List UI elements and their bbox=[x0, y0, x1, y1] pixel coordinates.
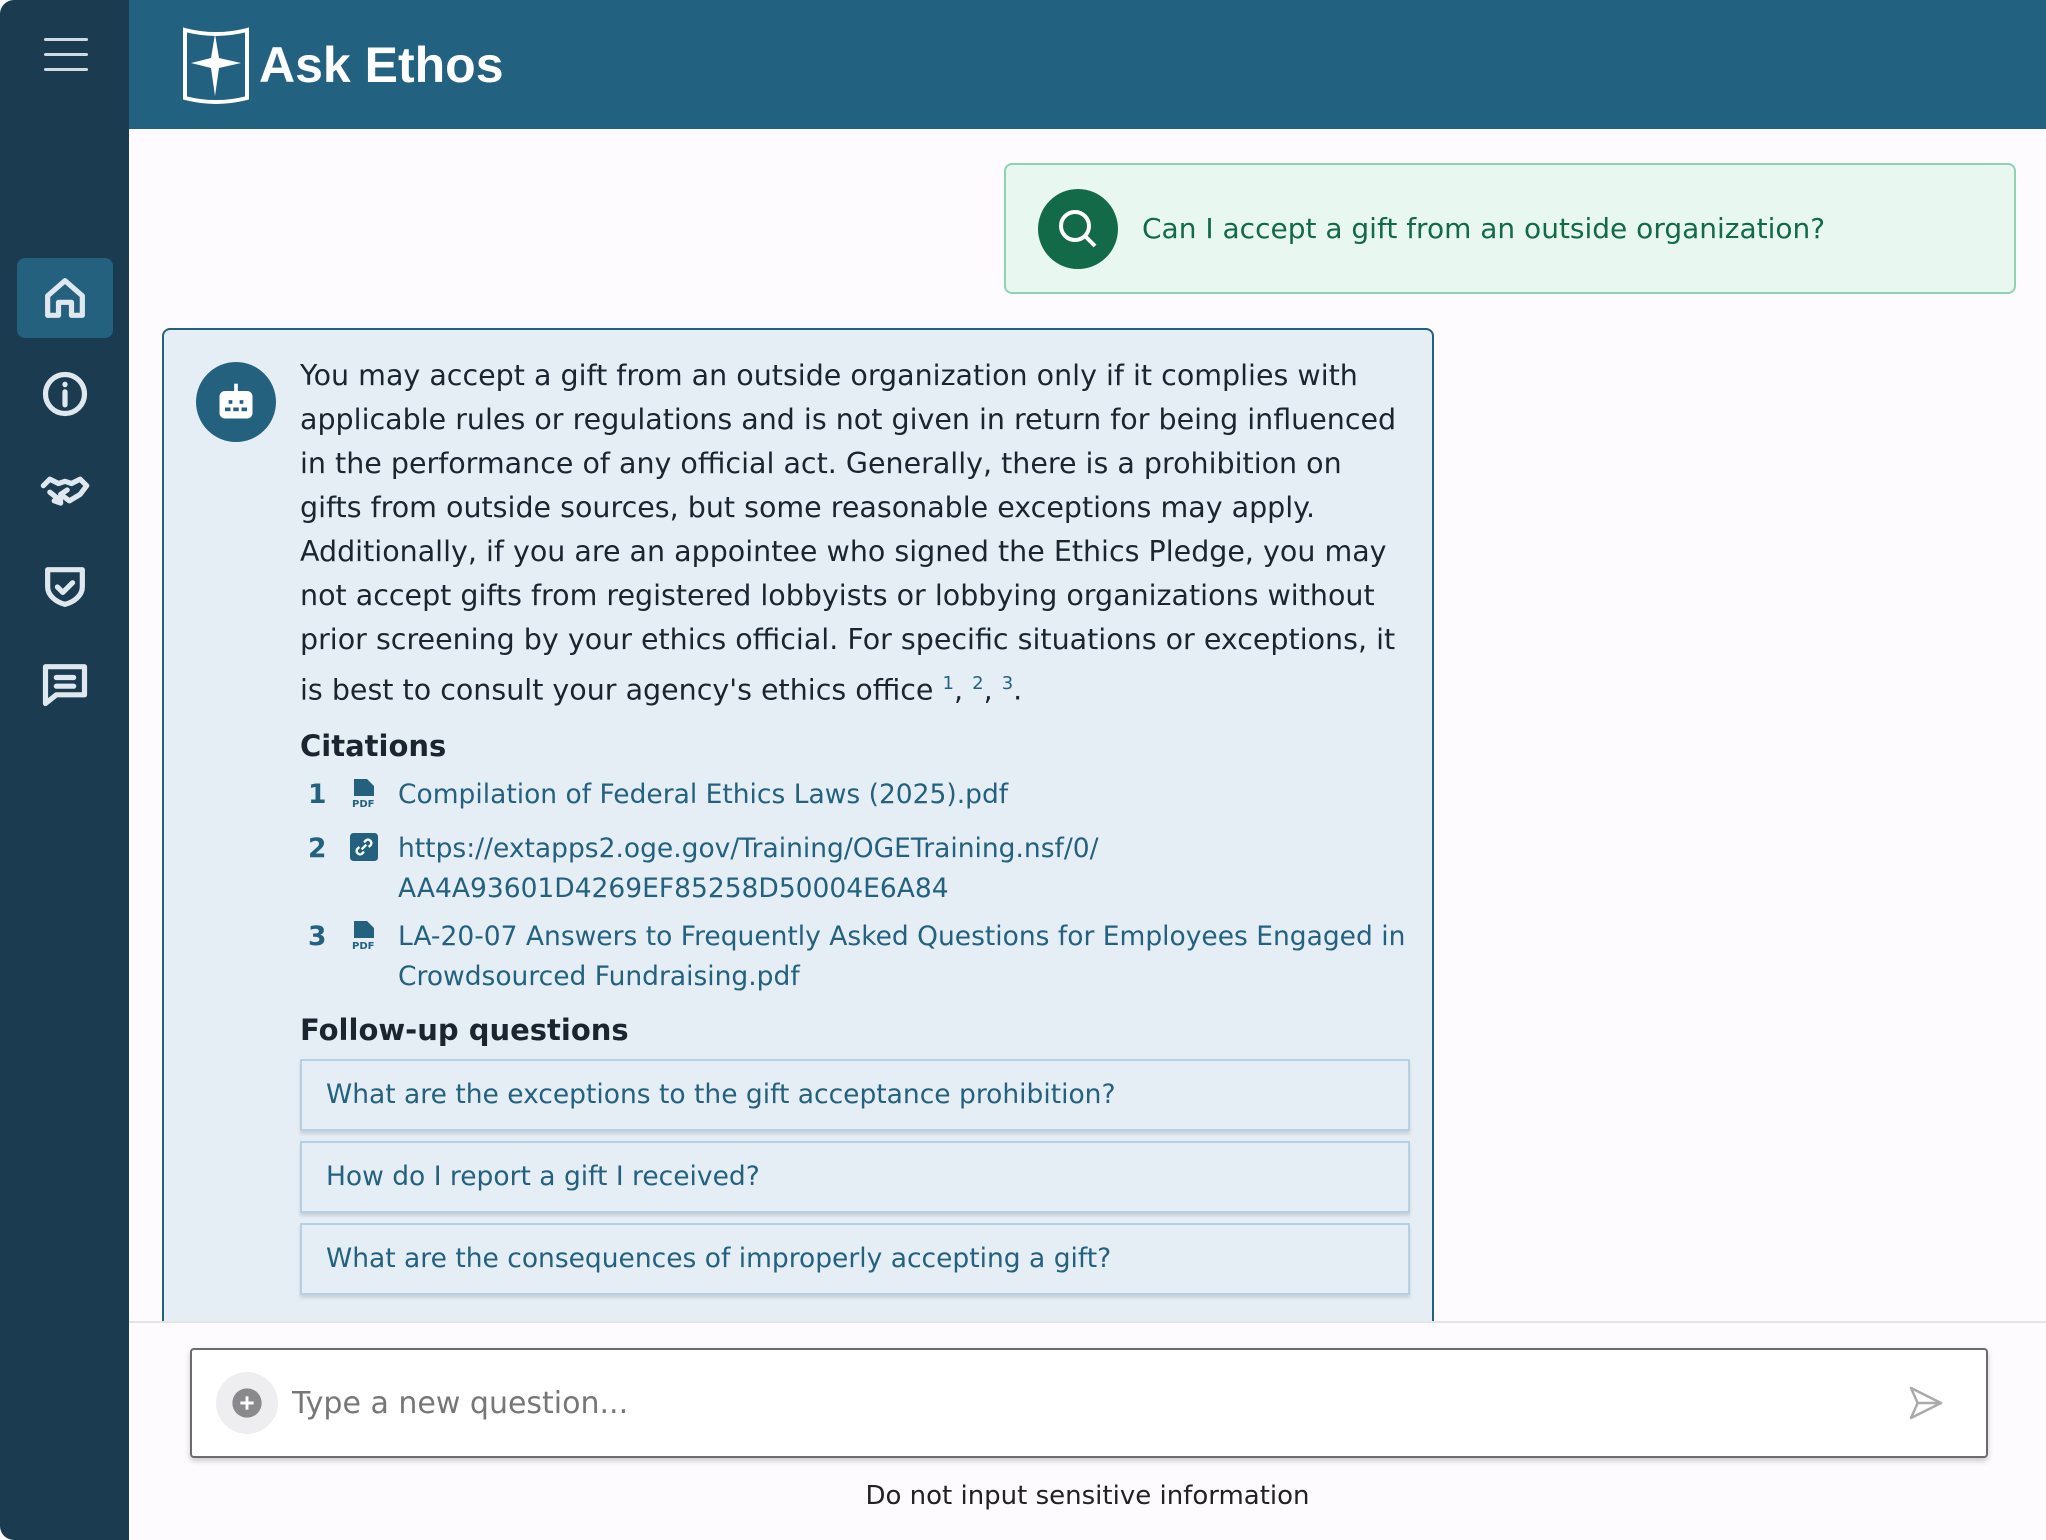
info-icon bbox=[39, 368, 91, 420]
search-icon bbox=[1038, 189, 1118, 269]
add-attachment-button[interactable] bbox=[216, 1372, 278, 1434]
question-input[interactable] bbox=[292, 1386, 1906, 1421]
handshake-icon bbox=[39, 464, 91, 516]
shield-check-icon bbox=[39, 561, 91, 613]
citation-item[interactable] bbox=[300, 775, 1410, 821]
home-icon bbox=[39, 272, 91, 324]
sidebar-item-home[interactable] bbox=[17, 258, 113, 338]
ref-link[interactable]: 3 bbox=[1001, 673, 1014, 694]
chat-icon bbox=[39, 658, 91, 710]
sidebar bbox=[0, 0, 129, 1540]
svg-text:PDF: PDF bbox=[352, 798, 375, 809]
citations-heading: Citations bbox=[300, 728, 447, 763]
followup-question[interactable]: What are the consequences of improperly accepting a gift? bbox=[300, 1223, 1410, 1295]
citation-number: 1 bbox=[308, 778, 327, 810]
header bbox=[129, 0, 2046, 129]
citation-number: 3 bbox=[308, 920, 327, 952]
answer-text: You may accept a gift from an outside organization only if it complies with applicable rules or regulations and is not given in return for being influenced in the performance of any official act. Generally, there is a prohibition on gifts from outside sources, but some reasonable exceptions may apply. Additionally, if you are an appointee who signed the Ethics Pledge, you may not accept gifts from registered lobbyists or lobbying organizations without prior screening by your ethics official. For specific situations or exceptions, it is best to consult your agency's ethics office $^1$, $^2$, $^3$. bbox=[300, 359, 1397, 707]
pdf-icon bbox=[350, 917, 398, 997]
citation-link[interactable]: Compilation of Federal Ethics Laws (2025).pdf bbox=[398, 778, 1009, 810]
menu-icon[interactable] bbox=[44, 38, 88, 78]
link-icon bbox=[350, 829, 398, 909]
bot-icon bbox=[196, 362, 276, 442]
user-question-bubble bbox=[1004, 163, 2016, 294]
answer-card bbox=[162, 328, 1434, 1321]
sidebar-item-shield[interactable] bbox=[17, 547, 113, 627]
ref-link[interactable]: 1 bbox=[942, 673, 954, 694]
answer-body: You may accept a gift from an outside organization only if it complies with applicable rules or regulations and is not given in return for being influenced in the performance of any official act. Generally, there is a prohibition on gifts from outside sources, but some reasonable exceptions may apply. Additionally, if you are an appointee who signed the Ethics Pledge, you may not accept gifts from registered lobbyists or lobbying organizations without prior screening by your ethics official. For specific situations or exceptions, it is best to consult your agency's ethics office bbox=[300, 359, 1397, 707]
svg-text:PDF: PDF bbox=[352, 940, 375, 951]
user-question-text: Can I accept a gift from an outside organization? bbox=[1142, 212, 1826, 245]
followup-question[interactable]: How do I report a gift I received? bbox=[300, 1141, 1410, 1213]
followup-heading: Follow-up questions bbox=[300, 1012, 629, 1047]
disclaimer: Do not input sensitive information bbox=[865, 1481, 1310, 1511]
app-title: Ask Ethos bbox=[259, 36, 504, 93]
citation-item[interactable] bbox=[300, 917, 1410, 997]
followup-question[interactable]: What are the exceptions to the gift acceptance prohibition? bbox=[300, 1059, 1410, 1131]
citation-link[interactable]: LA-20-07 Answers to Frequently Asked Questions for Employees Engaged in Crowdsourced Fundraising.pdf bbox=[398, 920, 1406, 992]
citation-number: 2 bbox=[308, 832, 327, 864]
question-input-box bbox=[190, 1348, 1988, 1458]
plus-icon bbox=[231, 1387, 263, 1419]
pdf-icon bbox=[350, 775, 398, 821]
ref-link[interactable]: 2 bbox=[972, 673, 984, 694]
logo-icon bbox=[181, 26, 251, 104]
sidebar-item-chat[interactable] bbox=[17, 644, 113, 724]
composer-area bbox=[129, 1321, 2046, 1540]
citation-link[interactable]: https://extapps2.oge.gov/Training/OGETraining.nsf/0/ AA4A93601D4269EF85258D50004E6A84 bbox=[398, 832, 1099, 904]
sidebar-item-handshake[interactable] bbox=[17, 450, 113, 530]
send-icon[interactable] bbox=[1906, 1383, 1946, 1423]
sidebar-item-info[interactable] bbox=[17, 354, 113, 434]
citation-item[interactable] bbox=[300, 829, 1410, 909]
